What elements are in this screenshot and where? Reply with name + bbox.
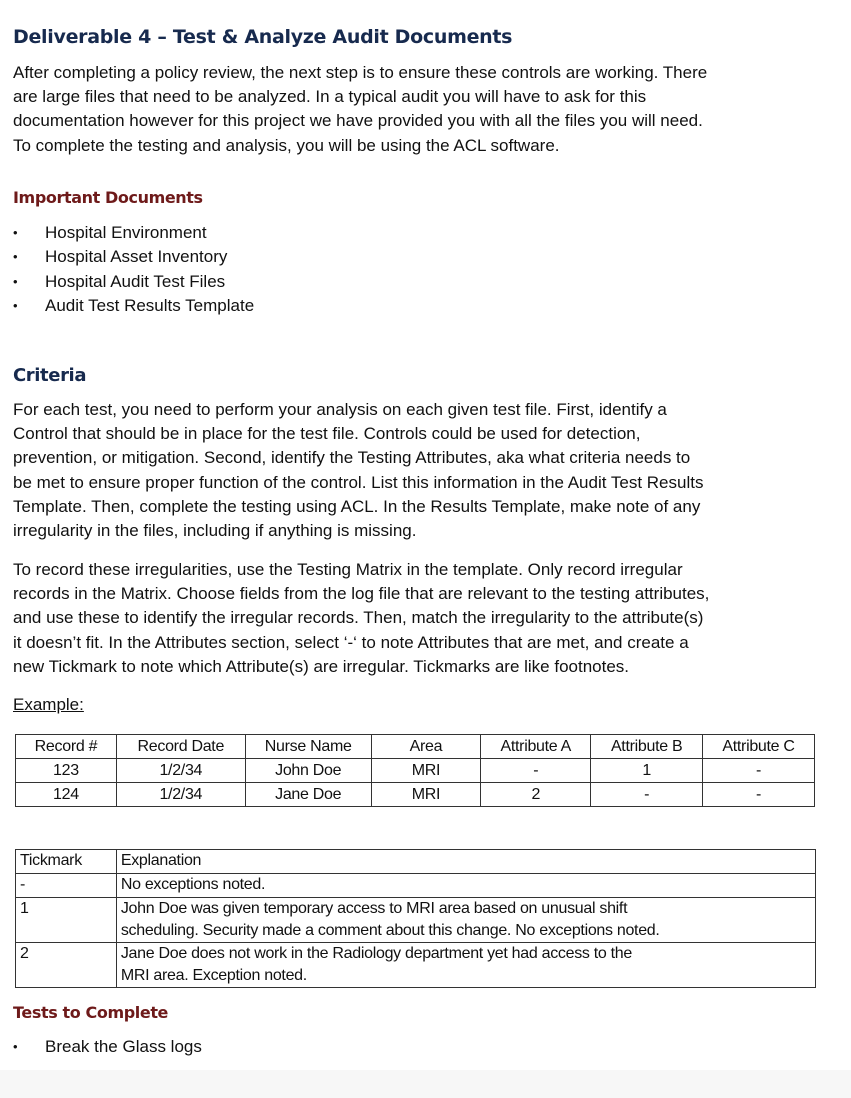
cell: No exceptions noted.: [116, 874, 815, 898]
list-item: • Hospital Environment: [13, 221, 254, 245]
table-row: [16, 943, 816, 988]
page-title: Deliverable 4 – Test & Analyze Audit Documents: [13, 26, 513, 48]
text-line: Jane Doe does not work in the Radiology department yet had access to the: [120, 945, 632, 962]
table-row: [16, 759, 815, 783]
example-label: Example:: [13, 695, 84, 714]
list-item: • Hospital Asset Inventory: [13, 245, 254, 269]
table-header-row: [16, 850, 816, 874]
text-line: MRI area. Exception noted.: [120, 967, 307, 984]
cell: -: [481, 759, 591, 783]
header-cell: Tickmark: [16, 850, 117, 874]
text-line: scheduling. Security made a comment about this change. No exceptions noted.: [120, 922, 660, 939]
header-cell: Attribute C: [703, 735, 815, 759]
important-documents-heading: Important Documents: [13, 188, 203, 207]
criteria-paragraph-2: [13, 558, 709, 679]
table-row: [16, 783, 815, 807]
cell: 1: [591, 759, 703, 783]
header-cell: Area: [371, 735, 481, 759]
table-header-row: [16, 735, 815, 759]
header-cell: Nurse Name: [245, 735, 371, 759]
cell: 1/2/34: [116, 783, 245, 807]
intro-paragraph: [13, 61, 707, 158]
text-line: Template. Then, complete the testing using ACL. In the Results Template, make note of any: [13, 496, 701, 516]
text-line: are large files that need to be analyzed. In a typical audit you will have to ask for this: [13, 87, 647, 107]
list-item: • Hospital Audit Test Files: [13, 270, 254, 294]
header-cell: Record Date: [116, 735, 245, 759]
cell: 123: [16, 759, 117, 783]
cell: MRI: [371, 783, 481, 807]
cell: -: [703, 783, 815, 807]
cell: 1/2/34: [116, 759, 245, 783]
header-cell: Attribute B: [591, 735, 703, 759]
text-line: To complete the testing and analysis, you will be using the ACL software.: [13, 135, 560, 155]
cell: -: [591, 783, 703, 807]
cell: John Doe: [245, 759, 371, 783]
text-line: it doesn’t fit. In the Attributes section, select ‘-‘ to note Attributes that are met, and create a: [13, 632, 689, 652]
text-line: prevention, or mitigation. Second, identify the Testing Attributes, aka what criteria needs to: [13, 448, 691, 468]
cell: [116, 943, 815, 988]
header-cell: Record #: [16, 735, 117, 759]
text-line: documentation however for this project we have provided you with all the files you will need.: [13, 111, 703, 131]
cell: [116, 898, 815, 943]
text-line: For each test, you need to perform your analysis on each given test file. First, identify a: [13, 400, 667, 419]
list-item: • Audit Test Results Template: [13, 294, 254, 318]
text-line: records in the Matrix. Choose fields from the log file that are relevant to the testing attributes,: [13, 584, 710, 604]
table-row: [16, 898, 816, 943]
tests-heading: Tests to Complete: [13, 1003, 169, 1022]
cell: 2: [481, 783, 591, 807]
criteria-heading: Criteria: [13, 365, 87, 386]
cell: -: [16, 874, 117, 898]
text-line: To record these irregularities, use the Testing Matrix in the template. Only record irregular: [13, 560, 683, 579]
tickmark-table: [15, 849, 816, 988]
important-documents-list: [13, 221, 254, 318]
text-line: irregularity in the files, including if anything is missing.: [13, 521, 417, 541]
cell: 2: [16, 943, 117, 988]
text-line: new Tickmark to note which Attribute(s) are irregular. Tickmarks are like footnotes.: [13, 656, 630, 676]
text-line: be met to ensure proper function of the control. List this information in the Audit Test Results: [13, 472, 704, 492]
cell: -: [703, 759, 815, 783]
header-cell: Attribute A: [481, 735, 591, 759]
cell: Jane Doe: [245, 783, 371, 807]
tests-list: [13, 1035, 202, 1059]
criteria-paragraph-1: [13, 398, 703, 543]
text-line: John Doe was given temporary access to MRI area based on unusual shift: [120, 900, 628, 917]
testing-matrix-table: [15, 734, 815, 807]
header-cell: Explanation: [116, 850, 815, 874]
table-row: [16, 874, 816, 898]
cell: 1: [16, 898, 117, 943]
list-item: • Break the Glass logs: [13, 1035, 202, 1059]
text-line: and use these to identify the irregular records. Then, match the irregularity to the attribute(s): [13, 608, 704, 628]
text-line: Control that should be in place for the test file. Controls could be used for detection,: [13, 424, 641, 444]
cell: 124: [16, 783, 117, 807]
page-bottom-margin: [0, 1070, 851, 1098]
cell: MRI: [371, 759, 481, 783]
text-line: After completing a policy review, the next step is to ensure these controls are working. There: [13, 63, 708, 82]
